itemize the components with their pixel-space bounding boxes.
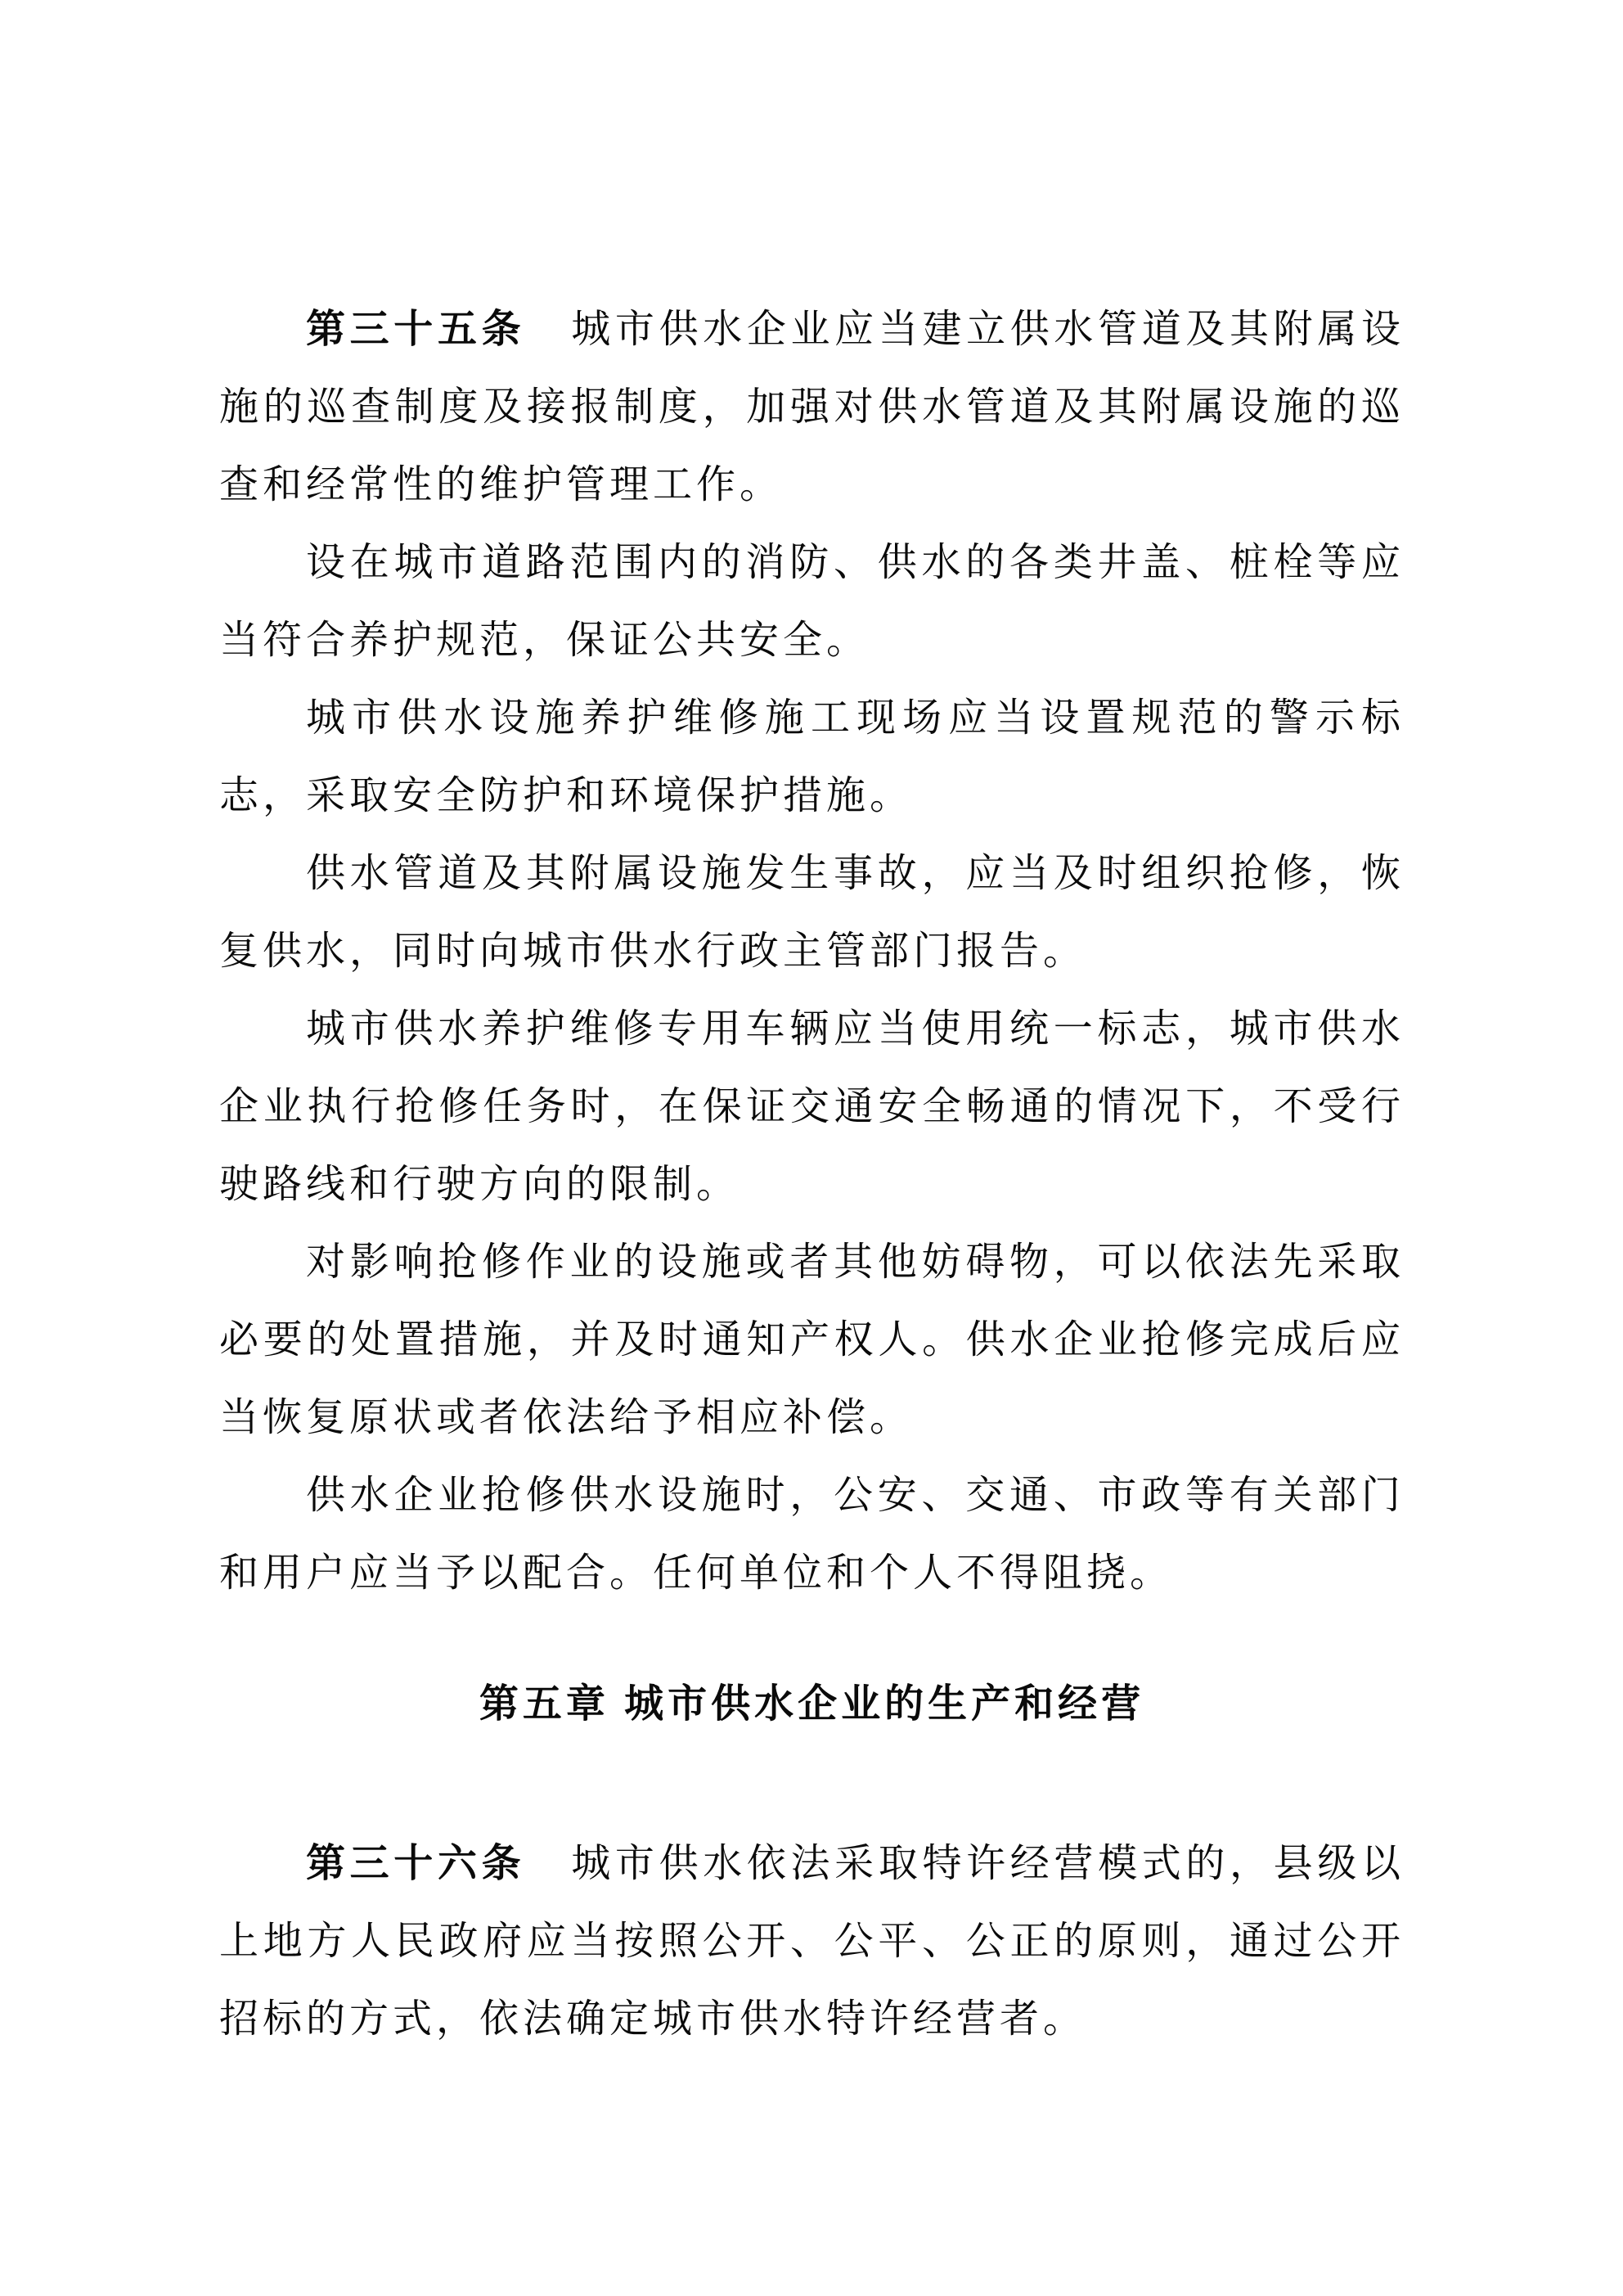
article-35-paragraph-6: 对影响抢修作业的设施或者其他妨碍物，可以依法先采取必要的处置措施，并及时通知产权人。供水企业抢修完成后应当恢复原状或者依法给予相应补偿。 xyxy=(219,1240,1405,1439)
article-35-paragraph-4: 供水管道及其附属设施发生事故，应当及时组织抢修，恢复供水，同时向城市供水行政主管部门报告。 xyxy=(219,852,1405,973)
article-35-paragraph-1 xyxy=(219,290,1405,524)
chapter-5-heading: 第五章 城市供水企业的生产和经营 xyxy=(479,1682,1145,1726)
article-35-paragraph-3: 城市供水设施养护维修施工现场应当设置规范的警示标志，采取安全防护和环境保护措施。 xyxy=(219,696,1405,817)
article-35-paragraph-2: 设在城市道路范围内的消防、供水的各类井盖、桩栓等应当符合养护规范，保证公共安全。 xyxy=(219,541,1405,662)
article-35-text: 城市供水企业应当建立供水管道及其附属设施的巡查制度及接报制度，加强对供水管道及其附属设施的巡查和经常性的维护管理工作。 xyxy=(219,308,1405,506)
article-35-paragraph-7: 供水企业抢修供水设施时，公安、交通、市政等有关部门和用户应当予以配合。任何单位和个人不得阻挠。 xyxy=(219,1474,1405,1595)
article-36-text: 城市供水依法采取特许经营模式的，县级以上地方人民政府应当按照公开、公平、公正的原则，通过公开招标的方式，依法确定城市供水特许经营者。 xyxy=(219,1842,1405,2041)
document-body xyxy=(219,290,1405,2058)
article-36-number: 第三十六条 xyxy=(306,1842,526,1885)
article-35-number: 第三十五条 xyxy=(306,308,526,351)
article-36-paragraph-1 xyxy=(219,1825,1405,2058)
article-35-paragraph-5: 城市供水养护维修专用车辆应当使用统一标志，城市供水企业执行抢修任务时，在保证交通安全畅通的情况下，不受行驶路线和行驶方向的限制。 xyxy=(219,1007,1405,1206)
